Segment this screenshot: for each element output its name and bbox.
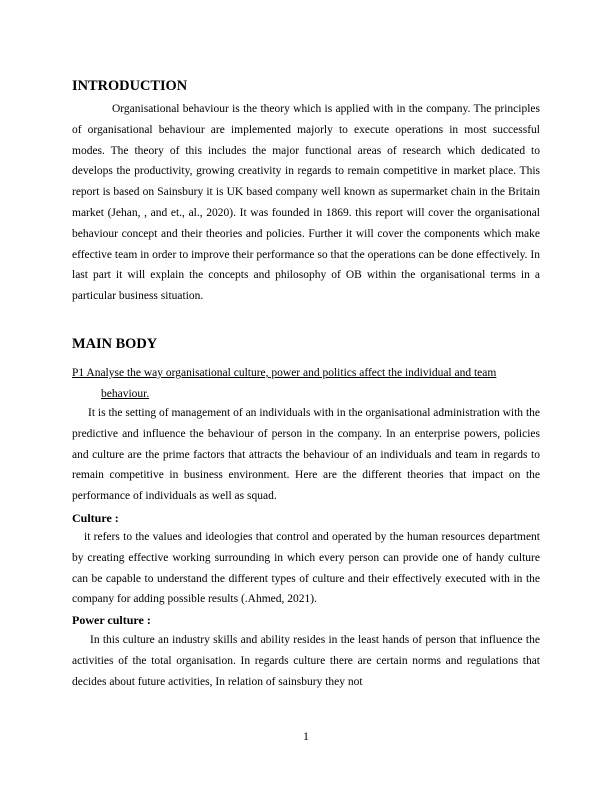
introduction-heading: INTRODUCTION [72, 78, 188, 94]
culture-heading: Culture : [72, 511, 119, 525]
task-p1-line1: P1 Analyse the way organisational culture, power and politics affect the individual and team [72, 367, 497, 379]
culture-paragraph: it refers to the values and ideologies that control and operated by the human resources department by creating effective working surrounding in which every person can provide one of handy culture can be capable to understand the different types of culture and their effectively executed with in the company for adding possible results (.Ahmed, 2021). [72, 531, 540, 606]
main-body-heading: MAIN BODY [72, 336, 158, 352]
main-body-paragraph: It is the setting of management of an individuals with in the organisational administration with the predictive and influence the behaviour of person in the company. In an enterprise powers, policies and culture are the prime factors that attracts the behaviour of an individuals and team in regards to remain competitive in business environment. Here are the different theories that impact on the performance of individuals as well as squad. [72, 407, 540, 503]
page-number: 1 [303, 729, 309, 743]
task-p1-heading [72, 363, 540, 405]
introduction-paragraph: Organisational behaviour is the theory which is applied with in the company. The principles of organisational behaviour are implemented majorly to execute operations in most successful modes. The theory of this includes the major functional areas of research which dedicated to develops the productivity, growing creativity in regards to remain competitive in market place. This report is based on Sainsbury it is UK based company well known as supermarket chain in the Britain market (Jehan, , and et., al., 2020). It was founded in 1869. this report will cover the organisational behaviour concept and their theories and policies. Further it will cover the components which make effective team in order to improve their performance so that the operations can be done effectively. In last part it will explain the concepts and philosophy of OB within the organisational terms in a particular business situation. [72, 103, 540, 303]
power-culture-paragraph: In this culture an industry skills and ability resides in the least hands of person that influence the activities of the total organisation. In regards culture there are certain norms and regulations that decides about future activities, In relation of sainsbury they not [72, 634, 540, 688]
power-culture-heading: Power culture : [72, 613, 151, 627]
task-p1-line2: behaviour. [101, 387, 150, 400]
